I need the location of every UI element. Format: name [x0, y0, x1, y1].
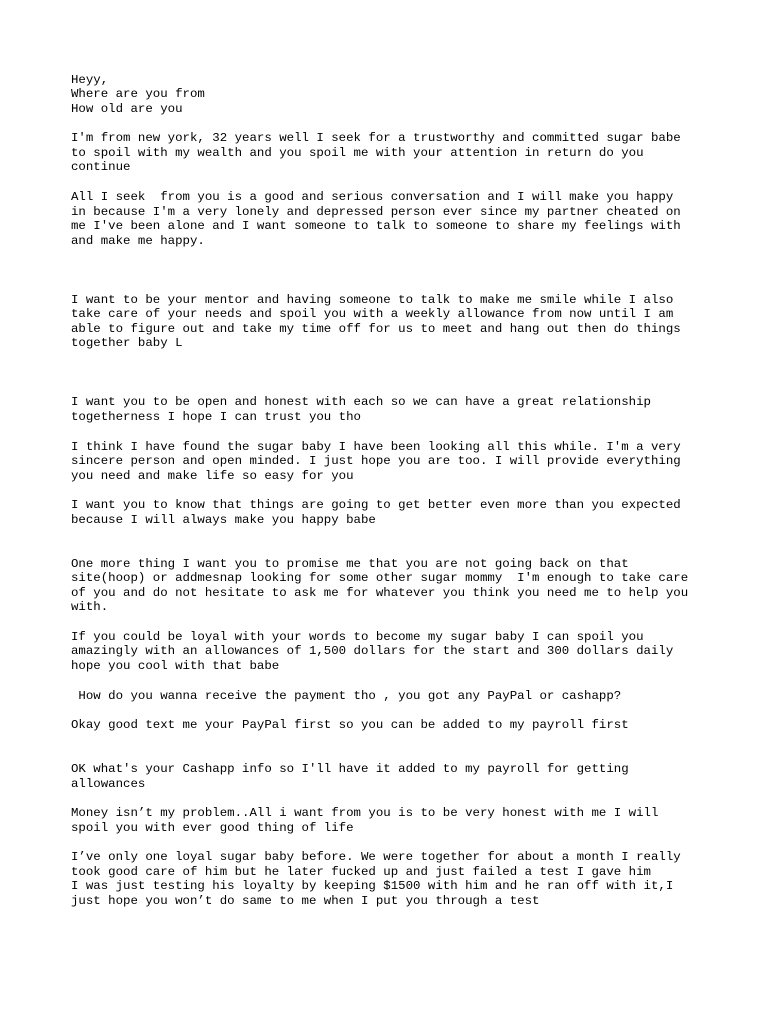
text-line: All I seek from you is a good and serious conversation and I will make you happy: [71, 190, 674, 204]
text-line: How old are you: [71, 102, 183, 116]
text-line: I’ve only one loyal sugar baby before. We were together for about a month I really: [71, 850, 681, 864]
text-line: I'm from new york, 32 years well I seek for a trustworthy and committed sugar babe: [71, 131, 681, 145]
text-line: took good care of him but he later fucked up and just failed a test I gave him: [71, 865, 651, 879]
text-line: I want you to be open and honest with each so we can have a great relationship: [71, 395, 651, 409]
text-line: and make me happy.: [71, 234, 205, 248]
text-line: spoil you with ever good thing of life: [71, 821, 354, 835]
text-line: amazingly with an allowances of 1,500 dollars for the start and 300 dollars daily: [71, 644, 674, 658]
text-line: because I will always make you happy babe: [71, 513, 376, 527]
text-line: If you could be loyal with your words to become my sugar baby I can spoil you: [71, 630, 644, 644]
text-line: I want you to know that things are going to get better even more than you expected: [71, 498, 681, 512]
text-line: allowances: [71, 777, 146, 791]
text-line: me I've been alone and I want someone to talk to someone to share my feelings with: [71, 219, 681, 233]
text-line: to spoil with my wealth and you spoil me with your attention in return do you: [71, 146, 644, 160]
text-line: site(hoop) or addmesnap looking for some other sugar mommy I'm enough to take care: [71, 571, 689, 585]
text-line: One more thing I want you to promise me that you are not going back on that: [71, 557, 629, 571]
text-line: continue: [71, 160, 131, 174]
text-line: together baby L: [71, 336, 183, 350]
text-line: you need and make life so easy for you: [71, 469, 354, 483]
text-line: of you and do not hesitate to ask me for whatever you think you need me to help you: [71, 586, 689, 600]
text-line: I was just testing his loyalty by keeping $1500 with him and he ran off with it,I: [71, 879, 674, 893]
text-line: in because I'm a very lonely and depressed person ever since my partner cheated on: [71, 205, 681, 219]
text-line: with.: [71, 600, 109, 614]
text-line: Where are you from: [71, 87, 205, 101]
text-line: I think I have found the sugar baby I have been looking all this while. I'm a very: [71, 440, 681, 454]
text-line: Money isn’t my problem..All i want from you is to be very honest with me I will: [71, 806, 659, 820]
text-line: Heyy,: [71, 73, 109, 87]
text-line: OK what's your Cashapp info so I'll have it added to my payroll for getting: [71, 762, 629, 776]
text-line: Okay good text me your PayPal first so you can be added to my payroll first: [71, 718, 629, 732]
text-line: just hope you won’t do same to me when I put you through a test: [71, 894, 540, 908]
text-line: togetherness I hope I can trust you tho: [71, 410, 361, 424]
text-line: able to figure out and take my time off for us to meet and hang out then do things: [71, 322, 681, 336]
text-line: How do you wanna receive the payment tho , you got any PayPal or cashapp?: [71, 689, 622, 703]
text-line: I want to be your mentor and having someone to talk to make me smile while I also: [71, 293, 674, 307]
text-line: take care of your needs and spoil you with a weekly allowance from now until I am: [71, 307, 674, 321]
text-line: hope you cool with that babe: [71, 659, 280, 673]
text-line: sincere person and open minded. I just hope you are too. I will provide everything: [71, 454, 681, 468]
